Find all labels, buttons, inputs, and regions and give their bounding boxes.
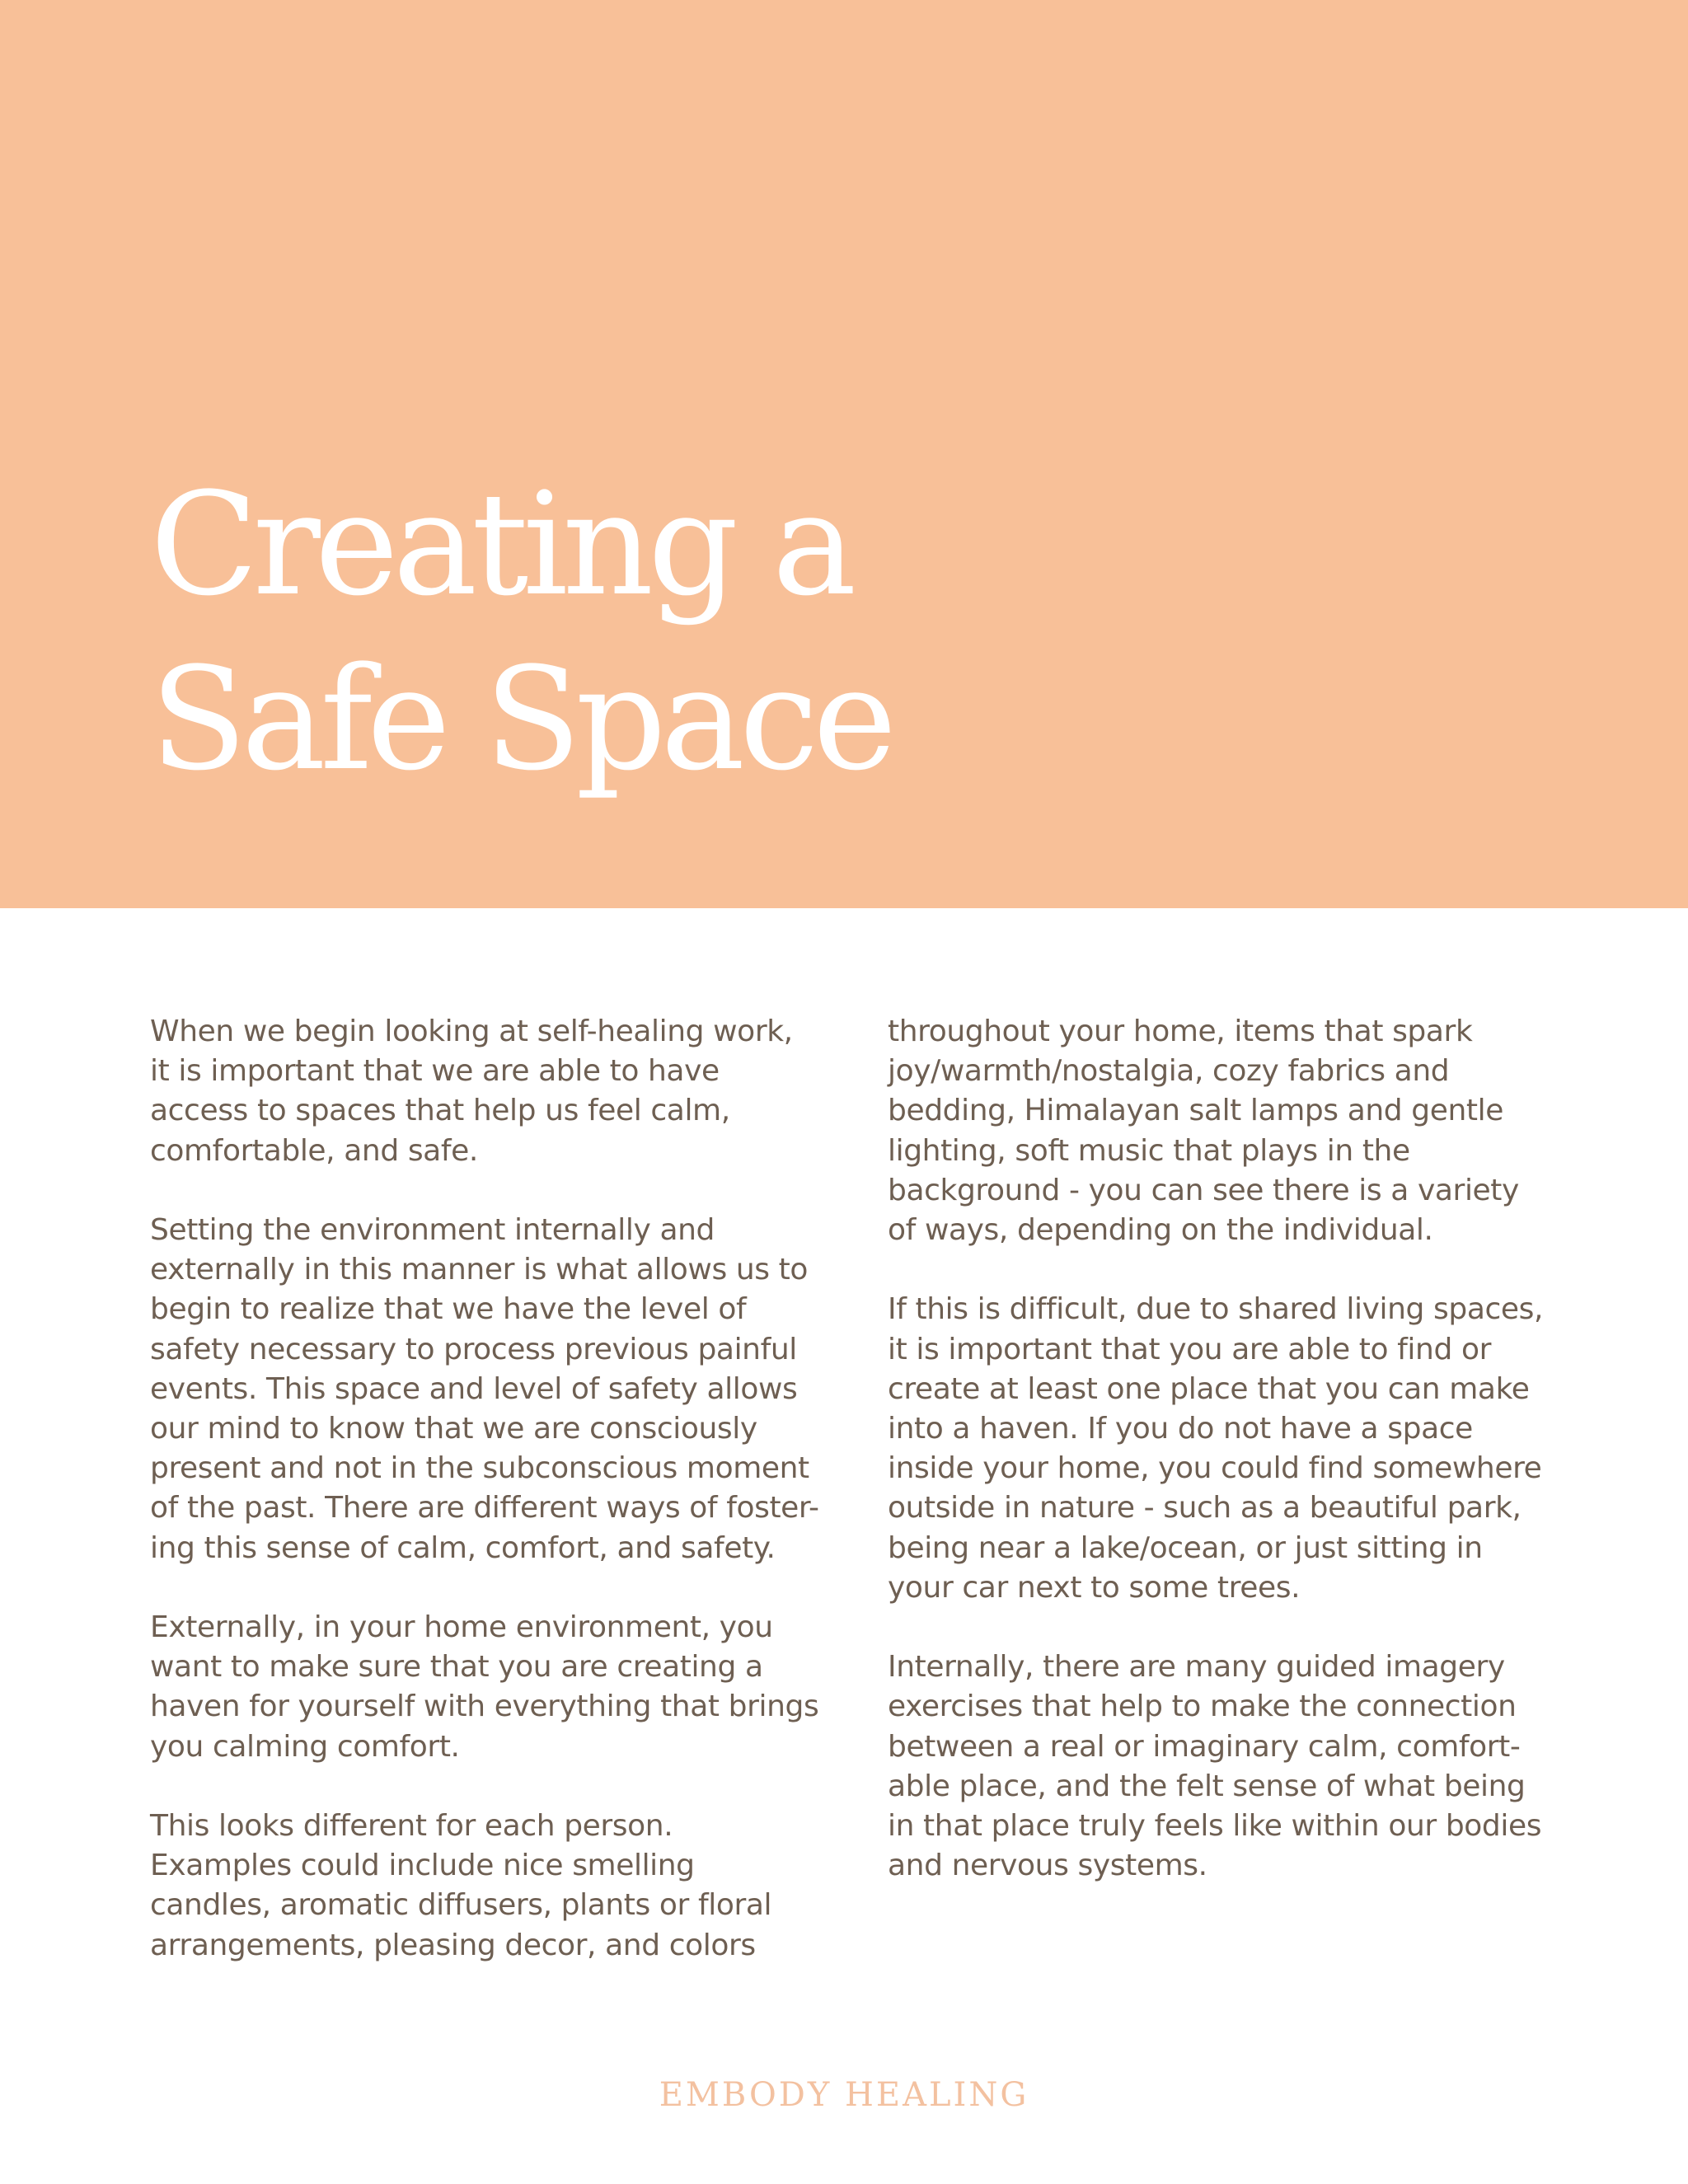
text-line: of the past. There are different ways of foster- bbox=[150, 1491, 819, 1526]
text-line: between a real or imaginary calm, comfort- bbox=[888, 1729, 1521, 1764]
text-line: our mind to know that we are consciously bbox=[150, 1412, 757, 1446]
text-line: ing this sense of calm, comfort, and safety. bbox=[150, 1530, 776, 1565]
right-column bbox=[888, 1012, 1564, 1926]
text-line: background - you can see there is a variety bbox=[888, 1173, 1519, 1207]
text-line: candles, aromatic diffusers, plants or floral bbox=[150, 1888, 772, 1923]
paragraph-examples bbox=[150, 1807, 826, 1966]
text-line: exercises that help to make the connection bbox=[888, 1690, 1517, 1724]
text-line: being near a lake/ocean, or just sitting in bbox=[888, 1530, 1483, 1565]
paragraph-intro bbox=[150, 1012, 826, 1171]
text-line: inside your home, you could find somewhere bbox=[888, 1451, 1542, 1486]
text-line: of ways, depending on the individual. bbox=[888, 1213, 1433, 1248]
text-line: If this is difficult, due to shared living spaces, bbox=[888, 1292, 1544, 1327]
text-line: and nervous systems. bbox=[888, 1849, 1207, 1883]
text-line: Setting the environment internally and bbox=[150, 1213, 715, 1247]
hero-banner bbox=[0, 0, 1688, 908]
left-column bbox=[150, 1012, 826, 2005]
text-line: in that place truly feels like within our bodies bbox=[888, 1809, 1542, 1844]
page-title-line-1: Creating a bbox=[150, 462, 851, 627]
text-line: access to spaces that help us feel calm, bbox=[150, 1094, 730, 1128]
text-line: create at least one place that you can make bbox=[888, 1371, 1530, 1406]
text-line: throughout your home, items that spark bbox=[888, 1015, 1473, 1048]
footer-brand: EMBODY HEALING bbox=[659, 2076, 1029, 2114]
text-line: haven for yourself with everything that brings bbox=[150, 1690, 819, 1724]
text-line: begin to realize that we have the level of bbox=[150, 1292, 747, 1327]
text-line: you calming comfort. bbox=[150, 1729, 460, 1764]
page-title bbox=[150, 457, 891, 807]
page-title-line-2: Safe Space bbox=[150, 636, 892, 802]
text-line: This looks different for each person. bbox=[150, 1809, 673, 1844]
paragraph-examples-continued bbox=[888, 1012, 1564, 1250]
text-line: arrangements, pleasing decor, and colors bbox=[150, 1928, 756, 1962]
text-line: When we begin looking at self-healing work, bbox=[150, 1015, 793, 1048]
text-line: lighting, soft music that plays in the bbox=[888, 1133, 1410, 1168]
paragraph-externally bbox=[150, 1608, 826, 1767]
text-line: joy/warmth/nostalgia, cozy fabrics and bbox=[888, 1054, 1450, 1089]
text-line: Examples could include nice smelling bbox=[150, 1849, 695, 1883]
paragraph-environment bbox=[150, 1211, 826, 1568]
text-line: it is important that you are able to find or bbox=[888, 1332, 1491, 1366]
text-line: want to make sure that you are creating a bbox=[150, 1650, 763, 1685]
paragraph-internally bbox=[888, 1647, 1564, 1886]
text-line: Externally, in your home environment, you bbox=[150, 1610, 773, 1645]
text-line: present and not in the subconscious moment bbox=[150, 1451, 809, 1486]
text-line: comfortable, and safe. bbox=[150, 1133, 478, 1168]
paragraph-shared-spaces bbox=[888, 1290, 1564, 1608]
text-line: safety necessary to process previous painful bbox=[150, 1332, 797, 1366]
text-line: it is important that we are able to have bbox=[150, 1054, 720, 1089]
text-line: events. This space and level of safety allows bbox=[150, 1371, 798, 1406]
text-line: able place, and the felt sense of what being bbox=[888, 1769, 1526, 1803]
text-line: into a haven. If you do not have a space bbox=[888, 1412, 1473, 1446]
text-line: your car next to some trees. bbox=[888, 1570, 1301, 1605]
text-line: Internally, there are many guided imagery bbox=[888, 1650, 1505, 1685]
text-line: outside in nature - such as a beautiful park, bbox=[888, 1491, 1522, 1526]
text-line: bedding, Himalayan salt lamps and gentle bbox=[888, 1094, 1503, 1128]
text-line: externally in this manner is what allows us to bbox=[150, 1253, 808, 1287]
